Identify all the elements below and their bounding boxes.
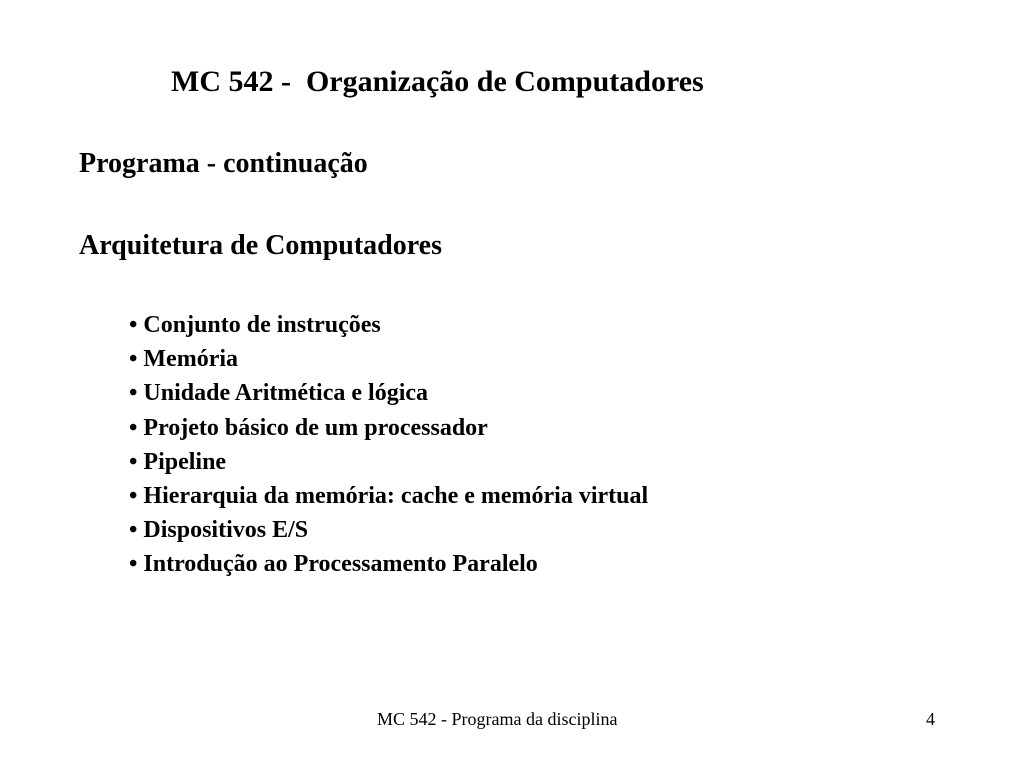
topic-label: Unidade Aritmética e lógica [143, 380, 429, 407]
topic-item [129, 479, 648, 513]
topic-item [129, 308, 648, 342]
slide-number: 4 [926, 709, 935, 729]
bullet-icon: • [129, 414, 138, 441]
bullet-icon: • [129, 312, 138, 338]
slide-title: MC 542 - Organização de Computadores [171, 65, 704, 98]
topic-label: Conjunto de instruções [143, 312, 381, 338]
topic-item [129, 445, 648, 479]
bullet-icon: • [129, 346, 138, 373]
footer-text: MC 542 - Programa da disciplina [377, 709, 618, 729]
section-heading-program: Programa - continuação [79, 148, 368, 179]
topic-item [129, 342, 648, 376]
bullet-icon: • [129, 483, 138, 510]
topic-item [129, 411, 648, 445]
topic-label: Dispositivos E/S [143, 517, 309, 544]
bullet-icon: • [129, 517, 138, 544]
section-heading-architecture: Arquitetura de Computadores [79, 230, 442, 261]
topic-label: Hierarquia da memória: cache e memória virtual [143, 483, 649, 510]
topic-label: Pipeline [143, 448, 227, 475]
topic-item [129, 513, 648, 547]
bullet-icon: • [129, 448, 138, 475]
topic-item [129, 547, 648, 581]
topic-label: Projeto básico de um processador [143, 414, 488, 441]
bullet-icon: • [129, 551, 138, 578]
bullet-icon: • [129, 380, 138, 407]
topic-label: Introdução ao Processamento Paralelo [143, 551, 538, 578]
topic-item [129, 376, 648, 410]
topic-list [129, 308, 648, 582]
topic-label: Memória [143, 346, 239, 373]
